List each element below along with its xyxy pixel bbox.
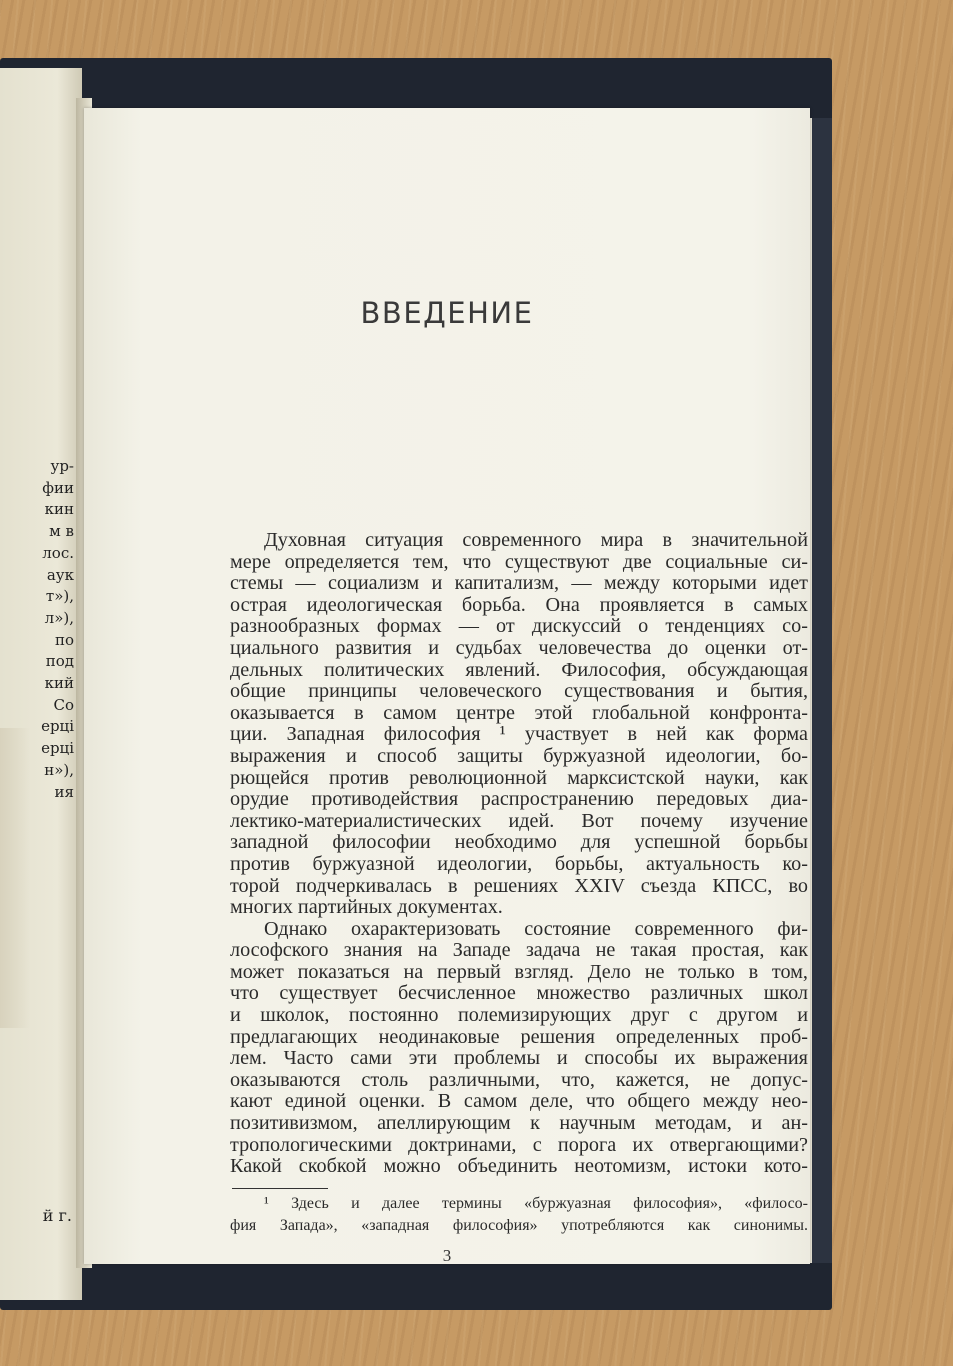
body-text-line: предлагающих неодинаковые решения определенных проб- <box>230 1025 808 1048</box>
body-text-line: позитивизмом, апеллирующим к научным методам, и ан- <box>230 1112 808 1135</box>
left-page-text-fragment: Со <box>53 695 74 714</box>
left-page-text-fragment: кий <box>44 674 74 693</box>
body-text-line: западной философии необходимо для успешной борьбы <box>230 831 808 854</box>
body-text-line: Однако охарактеризовать состояние современного фи- <box>264 917 809 940</box>
left-page-year-fragment: й г. <box>42 1206 72 1225</box>
page-number: 3 <box>442 1246 452 1265</box>
body-text-line: и школок, постоянно полемизирующих друг с другом и <box>230 1004 809 1027</box>
body-text-line: многих партийных документах. <box>230 896 503 919</box>
body-text-line: выражения и способ защиты буржуазной идеологии, бо- <box>230 744 809 767</box>
body-text-line: острая идеологическая борьба. Она проявляется в самых <box>230 593 808 616</box>
body-text-line: орудие противодействия распространению передовых диа- <box>230 788 809 811</box>
body-text-line: может показаться на первый взгляд. Дело не только в том, <box>230 960 808 983</box>
left-page-text-fragment: ерці <box>41 739 74 758</box>
body-text-line: общие принципы человеческого существования и бытия, <box>230 680 808 703</box>
body-text-line: лем. Часто сами эти проблемы и способы их выражения <box>230 1047 808 1070</box>
left-page-text-fragment: ерці <box>41 717 74 736</box>
body-text-line: оказывается в самом центре этой глобальной конфронта- <box>230 701 809 724</box>
left-page-text-fragment: м в <box>49 522 74 541</box>
left-page-text-fragment: по <box>54 630 74 649</box>
body-text-line: Какой скобкой можно объединить неотомизм, истоки кото- <box>230 1155 808 1178</box>
body-text-line: ции. Западная философия ¹ участвует в ней как форма <box>230 723 808 746</box>
left-page-text-fragment: фии <box>42 478 74 497</box>
body-text-line: кают единой оценки. В самом деле, что общего между нео- <box>230 1090 808 1113</box>
body-text-line: разнообразных формах — от дискуссий о тенденциях со- <box>230 615 808 638</box>
body-text-line: против буржуазной идеологии, борьбы, актуальность ко- <box>230 852 808 875</box>
body-text-line: тропологическими доктринами, с порога их отвергающими? <box>230 1133 809 1156</box>
left-page-text-fragments <box>0 456 74 803</box>
left-page-text-fragment: н»), <box>44 760 74 779</box>
body-text-line: лектико-материалистических идей. Вот почему изучение <box>230 809 808 832</box>
left-page-text-fragment: ия <box>54 782 74 801</box>
left-page-text-fragment: т»), <box>45 587 74 606</box>
body-text-line: торой подчеркивалась в решениях XXIV съезда КПСС, во <box>230 874 809 897</box>
footnote-rule <box>232 1188 328 1189</box>
right-page <box>84 108 810 1264</box>
left-page-text-fragment: под <box>45 652 74 671</box>
body-text <box>230 530 808 1178</box>
footnote-line: ¹ Здесь и далее термины «буржуазная философия», «филосо- <box>264 1195 809 1212</box>
body-text-line: Духовная ситуация современного мира в значительной <box>264 529 809 551</box>
footnotes <box>230 1194 808 1237</box>
book-page-edges <box>808 118 832 1263</box>
body-text-line: оказываются столь различными, что, кажется, не допус- <box>230 1068 809 1091</box>
body-text-line: что существует бесчисленное множество различных школ <box>230 982 808 1005</box>
left-page-text-fragment: лос. <box>42 543 74 562</box>
body-text-line: мере определяется тем, что существуют две социальные си- <box>230 550 809 573</box>
left-page <box>0 68 82 1300</box>
footnote-line: фия Запада», «западная философия» употребляются как синонимы. <box>230 1216 809 1234</box>
chapter-title: ВВЕДЕНИЕ <box>360 296 534 330</box>
body-text-line: лософского знания на Западе задача не такая простая, как <box>230 939 809 962</box>
body-text-line: дельных политических явлений. Философия, обсуждающая <box>230 658 809 681</box>
left-page-text-fragment: л»), <box>44 608 74 627</box>
body-text-line: циального развития и судьбах человечества до оценки от- <box>230 636 809 659</box>
body-text-line: стемы — социализм и капитализм, — между которыми идет <box>230 572 808 595</box>
left-page-text-fragment: ур- <box>50 457 74 475</box>
body-text-line: рющейся против революционной марксистской науки, как <box>230 766 809 789</box>
left-page-text-fragment: аук <box>46 565 74 584</box>
left-page-text-fragment: кин <box>44 500 74 519</box>
